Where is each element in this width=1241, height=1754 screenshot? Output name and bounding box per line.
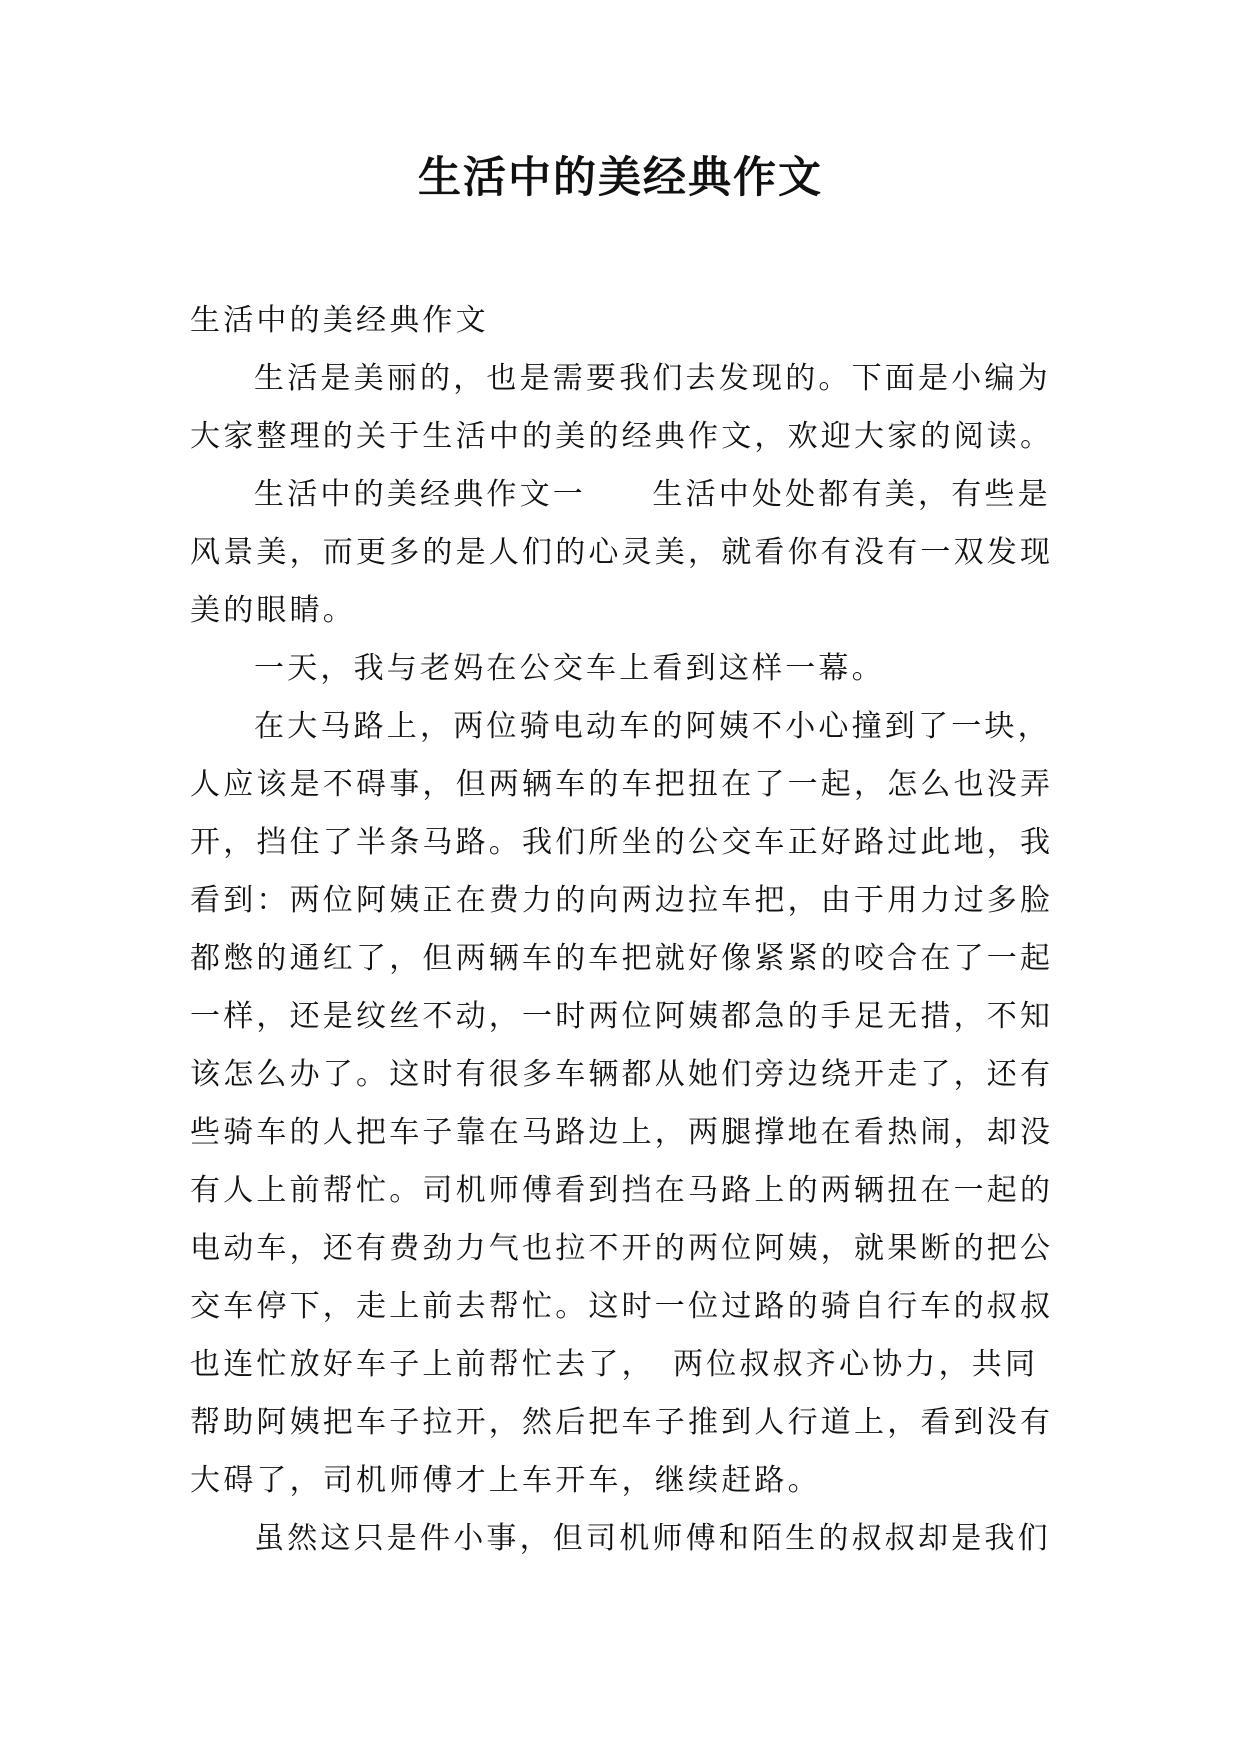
text-line: 大碍了，司机师傅才上车开车，继续赶路。 <box>190 1463 821 1498</box>
paragraph-line: 虽然这只是件小事，但司机师傅和陌生的叔叔却是我们 <box>254 1521 1051 1556</box>
text-line: 也连忙放好车子上前帮忙去了， 两位叔叔齐心协力，共同 <box>190 1347 1039 1382</box>
text-line: 看到：两位阿姨正在费力的向两边拉车把，由于用力过多脸 <box>190 883 1054 918</box>
text-line: 人应该是不碍事，但两辆车的车把扭在了一起，怎么也没弄 <box>190 767 1054 802</box>
paragraph-line: 在大马路上，两位骑电动车的阿姨不小心撞到了一块， <box>254 709 1051 744</box>
text-line: 交车停下，走上前去帮忙。这时一位过路的骑自行车的叔叔 <box>190 1289 1054 1324</box>
text-line: 都憋的通红了，但两辆车的车把就好像紧紧的咬合在了一起 <box>190 941 1054 976</box>
text-line: 帮助阿姨把车子拉开，然后把车子推到人行道上，看到没有 <box>190 1405 1054 1440</box>
text-line: 大家整理的关于生活中的美的经典作文，欢迎大家的阅读。 <box>190 419 1054 454</box>
text-line: 生活中的美经典作文 <box>190 303 489 338</box>
paragraph-line: 生活是美丽的，也是需要我们去发现的。下面是小编为 <box>254 361 1051 396</box>
text-line: 该怎么办了。这时有很多车辆都从她们旁边绕开走了，还有 <box>190 1057 1054 1092</box>
paragraph-line: 生活中的美经典作文一 生活中处处都有美，有些是 <box>254 477 1051 512</box>
text-line: 一样，还是纹丝不动，一时两位阿姨都急的手足无措，不知 <box>190 999 1054 1034</box>
text-line: 美的眼睛。 <box>190 593 356 628</box>
text-line: 有人上前帮忙。司机师傅看到挡在马路上的两辆扭在一起的 <box>190 1173 1054 1208</box>
text-line: 开，挡住了半条马路。我们所坐的公交车正好路过此地，我 <box>190 825 1054 860</box>
paragraph-line: 一天，我与老妈在公交车上看到这样一幕。 <box>254 651 885 686</box>
document-title: 生活中的美经典作文 <box>418 153 823 203</box>
text-line: 电动车，还有费劲力气也拉不开的两位阿姨，就果断的把公 <box>190 1231 1054 1266</box>
document-body <box>190 292 1060 1568</box>
text-line: 风景美，而更多的是人们的心灵美，就看你有没有一双发现 <box>190 535 1054 570</box>
text-line: 些骑车的人把车子靠在马路边上，两腿撑地在看热闹，却没 <box>190 1115 1054 1150</box>
